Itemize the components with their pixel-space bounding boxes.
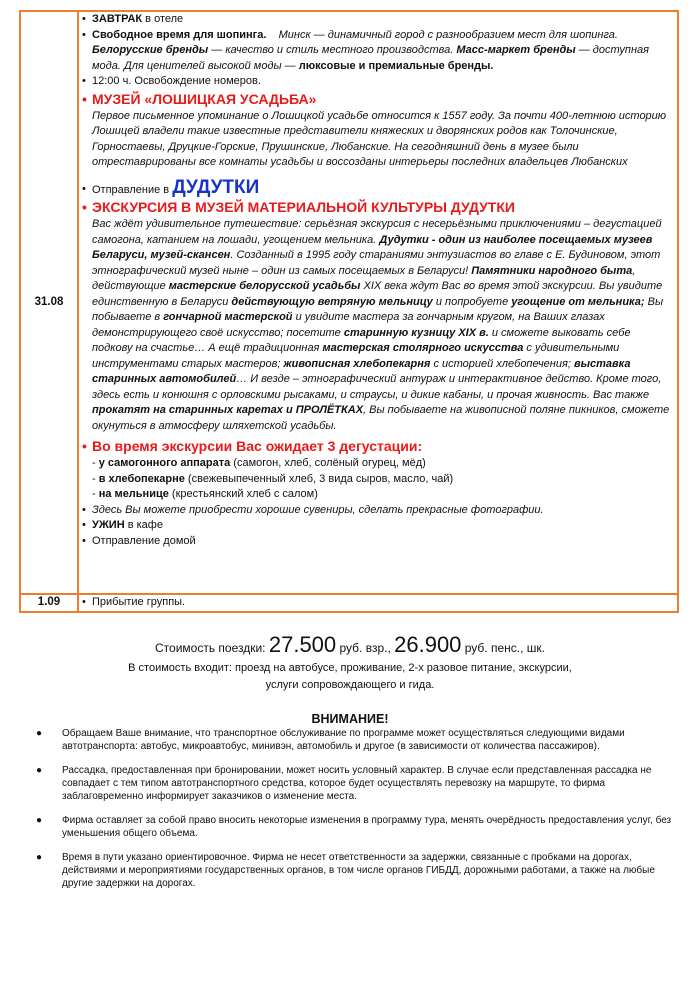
tasting-desc: (самогон, хлеб, солёный огурец, мёд) — [230, 457, 426, 469]
shopping-text: Минск — динамичный город с разнообразием мест для шопинга. — [278, 28, 618, 41]
attention-note-text: Обращаем Ваше внимание, что транспортное обслуживание по программе может осуществляться следующими видами автотранспорта: автобус, микроавтобус, минивэн, автомобиль и другое (в зависимости от количества пассажиров). — [62, 728, 625, 752]
shopping-text: — доступная мода. Для ценителей высокой моды — — [92, 44, 650, 72]
excursion-description — [82, 217, 671, 434]
breakfast-label: ЗАВТРАК — [92, 13, 143, 25]
souvenirs-text: Здесь Вы можете приобрести хорошие сувениры, сделать прекрасные фотографии. — [92, 503, 544, 516]
ex-bold: живописная хлебопекарня — [283, 357, 431, 370]
ex-text: . Созданный в 1995 году стараниями энтузиастов во главе с Е. Будиновом, этот этнографический музей ныне – один из самых посещаемых в Беларуси! — [92, 249, 661, 277]
tastings-title-text: Во время экскурсии Вас ожидает 3 дегустации: — [92, 438, 423, 454]
day-content — [78, 594, 678, 612]
dinner-label: УЖИН — [92, 519, 125, 531]
included-line: В стоимость входит: проезд на автобусе, проживание, 2-х разовое питание, экскурсии, — [128, 662, 572, 674]
tasting-item: - у самогонного аппарата (самогон, хлеб, солёный огурец, мёд) — [92, 457, 426, 469]
ex-text: и сможете выковать себе подкову на счастье… А ещё традиционная — [92, 326, 631, 354]
tasting-desc: (свежевыпеченный хлеб, 3 вида сыров, масло, чай) — [184, 472, 454, 485]
ex-bold: действующую ветряную мельницу — [231, 295, 433, 308]
shopping-text: — качество и стиль местного производства. — [208, 44, 457, 56]
tastings-title: • Во время экскурсии Вас ожидает 3 дегустации: — [82, 438, 423, 454]
attention-note-text: Рассадка, предоставленная при бронировании, может носить условный характер. В случае если представленная рассадка не совпадает с тем типом автотранспортного средства, которое будет осуществлять перевозку на маршруте, то фирма заблаговременно информирует заказчиков о изменение места. — [62, 765, 652, 802]
ex-text: с удивительными инструментами старых мастеров; — [92, 342, 620, 370]
ex-text: … И везде – этнографический антураж и интерактивное действо. Кроме того, здесь есть и конюшня с орловскими рысаками, и страусы, и дикие кабаны, и прочая живность. Вас также — [92, 373, 662, 401]
ex-bold: Памятники народного быта — [471, 264, 633, 277]
ex-bold: старинную кузницу XIX в. — [343, 326, 489, 339]
price-adult: 27.500 — [268, 632, 337, 657]
tasting-place: в хлебопекарне — [98, 472, 185, 485]
list-item: • ЗАВТРАК в отеле — [82, 13, 184, 25]
list-item: • УЖИН в кафе — [82, 519, 163, 531]
tasting-place: на мельнице — [98, 488, 169, 500]
ex-bold: выставка старинных автомобилей — [92, 357, 631, 385]
ex-bold: мастерская столярного искусства — [322, 342, 524, 354]
arrival-text: Прибытие группы. — [92, 596, 186, 608]
ex-bold: гончарной мастерской — [163, 311, 293, 323]
shopping-bold: Белорусские бренды — [92, 44, 209, 56]
attention-notes — [36, 727, 676, 901]
day-row — [20, 594, 678, 612]
price-label: Стоимость поездки: — [155, 641, 269, 655]
list-item: • Прибытие группы. — [82, 596, 186, 608]
day-content — [78, 11, 678, 594]
museum-title-text: МУЗЕЙ «ЛОШИЦКАЯ УСАДЬБА» — [92, 90, 317, 107]
ex-bold: угощение от мельника; — [511, 295, 645, 308]
day-date: 1.09 — [20, 594, 78, 612]
ex-text: , Вы побываете на живописной поляне пикников, сможете окунуться в атмосферу шляхетской усадьбы. — [92, 404, 670, 432]
shopping-title: Свободное время для шопинга. — [92, 28, 267, 41]
list-item: • Отправление домой — [82, 534, 196, 547]
tasting-item: - в хлебопекарне (свежевыпеченный хлеб, 3 вида сыров, масло, чай) — [92, 472, 454, 485]
attention-note: ● Рассадка, предоставленная при бронировании, может носить условный характер. В случае если представленная рассадка не совпадает с тем типом автотранспортного средства, которое будет осуществлять перевозку на маршруте, то фирма заблаговременно информирует заказчиков о изменение места. — [36, 765, 652, 802]
museum-title: • МУЗЕЙ «ЛОШИЦКАЯ УСАДЬБА» — [82, 90, 317, 107]
ex-text: XIX века ждут Вас во время этой экскурсии. Вы увидите единственную в Беларуси — [92, 280, 663, 308]
list-item: • 12:00 ч. Освобождение номеров. — [82, 75, 261, 87]
departure-text: Отправление в — [92, 183, 173, 196]
ex-text: Вас ждёт удивительное путешествие: серьёзная экскурсия с несерьёзными приключениями – дегустацией самогона, катанием на лошади, угощением мельника. — [92, 218, 662, 246]
ex-bold: прокатят на старинных каретах и ПРОЛЁТКАХ — [92, 404, 364, 416]
museum-description: Первое письменное упоминание о Лошицкой усадьбе относится к 1557 году. За почти 400-летнюю историю Лошицей владели такие известные представители княжеских и дворянских родов как Толочинские, Горностаевы, Друцкие-Горские, Прушинские, Любанские. На сегодняшний день в музее были отреставрированы все комнаты усадьбы и воссозданы интерьеры последних владельцев Любанских — [92, 109, 667, 168]
excursion-title-text: ЭКСКУРСИЯ В МУЗЕЙ МАТЕРИАЛЬНОЙ КУЛЬТУРЫ ДУДУТКИ — [92, 199, 515, 215]
departure-place: ДУДУТКИ — [172, 176, 260, 198]
tasting-desc: (крестьянский хлеб с салом) — [168, 488, 318, 500]
attention-title: ВНИМАНИЕ! — [311, 712, 389, 726]
ex-text: Вы побываете в — [92, 295, 664, 323]
ex-bold: Дудутки - один из наиболее посещаемых музеев Беларуси, музей-скансен — [92, 233, 653, 261]
ex-bold: мастерские белорусской усадьбы — [168, 280, 361, 292]
shopping-bold: Масс-маркет бренды — [456, 44, 576, 56]
dinner-text: в кафе — [124, 519, 163, 531]
day-row — [20, 11, 678, 594]
attention-note: ● Время в пути указано ориентировочное. Фирма не несет ответственности за задержки, связанные с пробками на дорогах, действиями и мероприятиями государственных органов, в том числе органов ГИБДД, дорожными работами, а также на любые другие задержки на дорогах. — [36, 852, 655, 889]
checkout-text: 12:00 ч. Освобождение номеров. — [92, 75, 261, 87]
attention-note: ● Фирма оставляет за собой право вносить некоторые изменения в программу тура, менять очерёдность предоставления услуг, без уменьшения общего объема. — [36, 815, 672, 839]
price-line — [0, 632, 700, 658]
list-item: • Здесь Вы можете приобрести хорошие сувениры, сделать прекрасные фотографии. — [82, 503, 544, 516]
attention-note-text: Время в пути указано ориентировочное. Фирма не несет ответственности за задержки, связанные с пробками на дорогах, действиями и мероприятиями государственных органов, в том числе органов ГИБДД, дорожными работами, а также на любые другие задержки на дорогах. — [62, 852, 655, 889]
list-item: • Свободное время для шопинга. Минск — динамичный город с разнообразием мест для шопинга. Белорусские бренды — качество и стиль местного производства. Масс-маркет бренды — доступная мода. Для ценителей высокой моды — люксовые и премиальные бренды. — [82, 28, 650, 72]
attention-note-text: Фирма оставляет за собой право вносить некоторые изменения в программу тура, менять очерёдность предоставления услуг, без уменьшения общего объема. — [62, 815, 672, 839]
tasting-item: - на мельнице (крестьянский хлеб с салом) — [92, 488, 318, 500]
day-date: 31.08 — [20, 11, 78, 594]
price-adult-unit: руб. взр., — [336, 641, 395, 655]
home-text: Отправление домой — [92, 534, 196, 547]
program-table — [19, 10, 679, 613]
ex-text: с историей хлебопечения; — [430, 357, 574, 370]
shopping-bold: люксовые и премиальные бренды. — [298, 59, 494, 72]
ex-text: , действующие — [92, 264, 636, 292]
excursion-title: • ЭКСКУРСИЯ В МУЗЕЙ МАТЕРИАЛЬНОЙ КУЛЬТУРЫ ДУДУТКИ — [82, 199, 515, 215]
breakfast-text: в отеле — [142, 13, 184, 25]
price-pension-unit: руб. пенс., шк. — [461, 641, 545, 655]
ex-text: и попробуете — [432, 295, 512, 308]
included-line: услуги сопровождающего и гида. — [265, 679, 435, 691]
attention-note: ● Обращаем Ваше внимание, что транспортное обслуживание по программе может осуществляться следующими видами автотранспорта: автобус, микроавтобус, минивэн, автомобиль и другое (в зависимости от количества пассажиров). — [36, 728, 625, 752]
list-item: • Отправление в ДУДУТКИ — [82, 176, 260, 198]
price-pension: 26.900 — [394, 632, 462, 657]
tasting-place: у самогонного аппарата — [98, 457, 231, 469]
included-block — [0, 660, 700, 694]
ex-text: и увидите мастера за гончарным кругом, на Ваших глазах демонстрирующего своё искусство; посетите — [92, 311, 605, 339]
